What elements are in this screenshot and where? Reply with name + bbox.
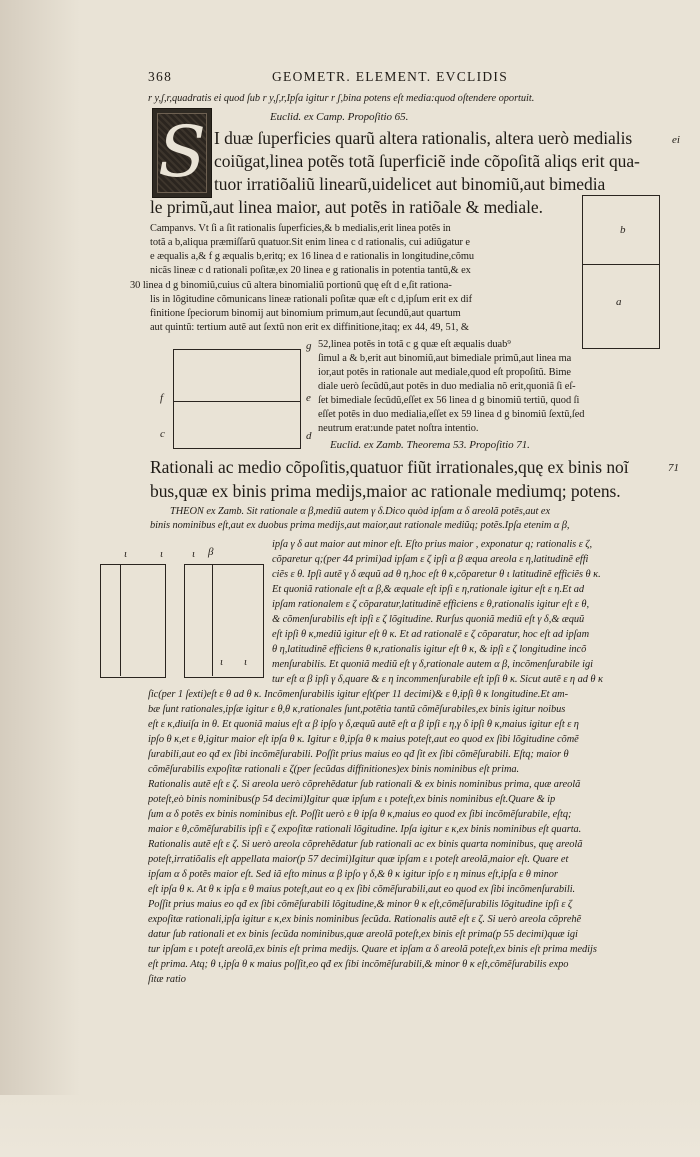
text-line: eſſet potẽs in duo medialia,eſſet ex 59 linea d g binomiũ ſextũ,ſed (318, 409, 585, 420)
text-line: tur ipſam ε ι poteſt areolã,ex binis eſt prima medijs. Quare et ipſam α δ areolã poteſt,ex binis eſt prima medijs (148, 944, 597, 955)
text-line: datur ſub rationali et ex binis ſecũda nominibus,quæ areolã poteſt,ex binis eſt prima(p 55 decimi)quæ igi (148, 929, 578, 940)
text-line: θ η,latitudinẽ efficiens θ κ,rationalis igitur eſt θ κ, & ipſi ε ζ longitudine incõ (272, 644, 587, 655)
figure-label: b (620, 224, 626, 236)
text-line: lis in lõgitudine cõmunicans lineæ rationali poſitæ quæ eſt c d,ipſum erit ex dif (150, 294, 473, 305)
text-line: 30 linea d g binomiũ,cuius cũ altera binomialiũ portionũ quę eſt d e,ſit rationa- (130, 280, 452, 291)
text-line: Rationali ac medio cõpoſitis,quatuor fiũt irrationales,quę ex binis noĩ (150, 457, 629, 477)
text-line: menſurabilis. Et quoniã mediũ eſt γ δ,rationale autem α β, incõmenſurabile igi (272, 659, 593, 670)
page-edge-shadow (0, 0, 80, 1157)
running-head: GEOMETR. ELEMENT. EVCLIDIS (272, 70, 509, 83)
figure-label: g (306, 340, 312, 352)
text-line: eſt ipſa θ κ. At θ κ ipſa ε θ maius poteſt,aut eo q ex ſibi cõmẽſurabili,aut eo quod ex ſibi incõmenſurabili. (148, 884, 576, 895)
text-line: Poſſit prius maius eo qđ ex ſibi cõmẽſurabili lõgitudine,& minor θ κ eſt,cõmẽſurabilis lõgitudine ipſi ε ζ (148, 899, 573, 910)
text-line: bus,quæ ex binis prima medijs,maior ac rationale mediumq; potens. (150, 481, 621, 501)
text-line: eſt ipſi θ κ,mediũ igitur eſt θ κ. Et ad rationalẽ ε ζ cõparatur, hoc eſt ad ipſam (272, 629, 590, 640)
figure-divider (120, 564, 121, 676)
text-line: Rationalis autẽ eſt ε ζ. Si uerò areola cõprehẽdatur ſub rationali ac ex binis quarta nominibus, quę areolã (148, 839, 583, 850)
text-line: ior,aut potẽs in rationale aut mediale,quod eſt propoſitũ. Bime (318, 367, 571, 378)
figure-label: a (616, 296, 622, 308)
text-line: & cõmenſurabilis eſt ipſi ε ζ lõgitudine. Rurſus quoniã mediũ eſt γ δ,& æquũ (272, 614, 585, 625)
text-line: poteſt,eò binis nominibus(p 54 decimi)Igitur quæ ipſum ε ι poteſt,ex binis nominibus eſt.Quare & ip (148, 794, 556, 805)
text-line: ſimul a & b,erit aut binomiũ,aut bimediale primũ,aut linea ma (318, 353, 572, 364)
figure-label: f (160, 392, 164, 404)
text-line: bæ ſunt rationales,ipſæ igitur ε θ,θ κ,rationales ſunt,potẽtia tantũ cõmẽſurabiles,ex binis igitur noibus (148, 704, 566, 715)
figure-divider (582, 264, 659, 265)
rectangle-figure-a (100, 564, 166, 678)
proposition-label: Euclid. ex Camp. Propoſitio 65. (270, 111, 409, 123)
text-line: ciẽs ε θ. Ipſi autẽ γ δ æquũ ad θ η,hoc eſt θ κ,cõparetur θ ι latitudinẽ efficiẽs θ κ. (272, 569, 601, 580)
text-line: coiũgat,linea potẽs totã ſuperficiẽ inde cõpoſitã aliqs erit qua- (214, 151, 640, 171)
rectangle-figure-right (582, 195, 660, 349)
figure-label: β (208, 546, 214, 558)
text-line: Et quoniã rationale eſt α β,& æquale eſt ipſi ε η,rationale igitur eſt ε η.Et ad (272, 584, 585, 595)
text-line: totã a b,aliqua præmiſſarũ quatuor.Sit enim linea c d rationalis, cui adiũgatur e (150, 237, 470, 248)
rectangle-figure-left (173, 349, 301, 449)
proposition-label: Euclid. ex Zamb. Theorema 53. Propoſitio 71. (330, 439, 530, 451)
page-bottom-margin (0, 1095, 700, 1157)
text-line: maior ε θ,cõmẽſurabilis ipſi ε ζ expoſitæ rationali lõgitudine. Ipſa igitur ε κ,ex binis nominibus eſt quarta. (148, 824, 582, 835)
initial-letter: S (158, 111, 206, 193)
text-line: ipſa γ δ aut maior aut minor eſt. Eſto prius maior , exponatur q; rationalis ε ζ, (272, 539, 592, 550)
text-line: ſic(per 1 ſexti)eſt ε θ ad θ κ. Incõmenſurabilis igitur eſt(per 11 decimi)& ε θ,ipſi θ κ longitudine.Et am- (148, 689, 569, 700)
text-line: ſurabili,aut eo qđ ex ſibi incõmẽſurabili. Poſſit prius maius eo qđ ſit ex ſibi cõmẽſurabili. Eſtq; maior θ (148, 749, 569, 760)
figure-label: d (306, 430, 312, 442)
text-line: ſet bimediale ſecũdũ,eſſet ex 56 linea d g binomiũ tertiũ, quod ſi (318, 395, 580, 406)
text-line: cõmẽſurabilis expoſitæ rationali ε ζ(per ſecũdas diffinitiones)ex binis nominibus eſt prima. (148, 764, 520, 775)
margin-note: ei (672, 134, 680, 146)
figure-label: c (160, 428, 165, 440)
text-line: le primũ,aut linea maior, aut potẽs in ratiõale & mediale. (150, 197, 543, 217)
text-line: eſt prima. Atq; θ ι,ipſa θ κ maius poſſit,eo qđ ex ſibi incõmẽſurabili,& minor θ κ eſt,cõmẽſurabilis expo (148, 959, 569, 970)
figure-label: ɩ (160, 548, 164, 560)
decorated-initial (152, 108, 212, 198)
text-line: tur eſt α β ipſi γ δ,quare & ε η incommenſurabile eſt ipſi θ κ. Sicut autẽ ε η ad θ κ (272, 674, 603, 685)
page-number: 368 (148, 70, 173, 83)
margin-note: 71 (668, 462, 679, 474)
text-line: expoſitæ rationali,ipſa igitur ε κ,ex binis nominibus ſecũda. Rationalis autẽ eſt ε ζ. Si uerò areola cõprehẽ (148, 914, 582, 925)
text-line: diale uerò ſecũdũ,aut potẽs in duo medialia nõ erit,quoniã ſi eſ- (318, 381, 576, 392)
figure-divider (212, 564, 213, 676)
text-line: neutrum erat:unde patet noſtra intentio. (318, 423, 479, 434)
text-line: I duæ ſuperficies quarũ altera rationalis, altera uerò medialis (214, 128, 633, 148)
figure-label: e (306, 392, 311, 404)
figure-label: ɩ (220, 656, 224, 668)
text-line: Rationalis autẽ eſt ε ζ. Si areola uerò cõprehẽdatur ſub rationali & ex binis nominibus prima, quæ areolã (148, 779, 581, 790)
text-line: aut quintũ: tertium autẽ aut ſextũ non erit ex diffinitione,itaq; ex 44, 49, 51, & (150, 322, 469, 333)
text-line: cõparetur q;(per 44 primi)ad ipſam ε ζ ipſi α β æqua areola ε η,latitudinẽ effi (272, 554, 589, 565)
text-line: eſt ε κ,diuiſa in θ. Et quoniã maius eſt α β ipſo γ δ,æquũ autẽ eſt α β ipſi ε η,γ δ ipſi θ κ,maius igitur eſt ε η (148, 719, 579, 730)
rectangle-figure-b (184, 564, 264, 678)
text-line: ipſam rationalem ε ζ cõparatur,latitudinẽ efficiens ε θ,rationalis igitur eſt ε θ, (272, 599, 589, 610)
figure-divider (173, 401, 300, 402)
text-line: nicãs lineæ c d rationali poſitæ,ex 20 linea e g rationalis in potentia tantũ,& ex (150, 265, 471, 276)
text-line: poteſt,irratiõalis eſt appellata maior(p 57 decimi)Igitur quæ ipſam ε ι poteſt areolã,maior eſt. Quare et (148, 854, 569, 865)
text-line: e æqualis a,& f g æqualis b,eritq; ex 16 linea d e rationalis in longitudine,cõmu (150, 251, 475, 262)
figure-label: ɩ (244, 656, 248, 668)
text-line: ipſam α δ potẽs maior eſt. Sed iã eſto minus α β ipſo γ δ,& θ κ igitur ipſo ε η minus eſt,ipſa ε θ minor (148, 869, 558, 880)
text-line: ſitæ ratio (148, 974, 186, 985)
text-line: binis nominibus eſt,aut ex duobus prima medijs,aut maior,aut rationale mediũq; potẽs.Ipſa etenim α β, (150, 520, 570, 531)
text-line: tuor irratiõaliũ linearũ,uidelicet aut binomiũ,aut bimedia (214, 174, 606, 194)
text-line: 52,linea potẽs in totã c g quæ eſt æqualis duab⁹ (318, 339, 511, 350)
text-line: finitione ſpeciorum binomij aut binomium primum,aut ſecundũ,aut quartum (150, 308, 461, 319)
text-line: THEON ex Zamb. Sit rationale α β,mediũ autem γ δ.Dico quòd ipſam α δ areolã potẽs,aut ex (170, 506, 551, 517)
figure-label: ɩ (124, 548, 128, 560)
text-line: ſum α δ potẽs ex binis nominibus eſt. Poſſit uerò ε θ ipſa θ κ,maius eo quod ex ſibi incõmẽſurabile, eſtq; (148, 809, 572, 820)
figure-label: ɩ (192, 548, 196, 560)
text-line: ipſo θ κ,et ε θ,igitur maior eſt ipſa θ κ. Igitur ε θ,ipſa θ κ maius poteſt,aut eo quod ex ſibi lõgitudine cõmẽ (148, 734, 579, 745)
text-line: Campanvs. Vt ſi a ſit rationalis ſuperficies,& b medialis,erit linea potẽs in (150, 223, 451, 234)
text-line: r y,ʃ,r,quadratis ei quod ſub r y,ʃ,r,Ipſa igitur r ʃ,bina potens eſt media:quod oſtendere oportuit. (148, 93, 535, 104)
